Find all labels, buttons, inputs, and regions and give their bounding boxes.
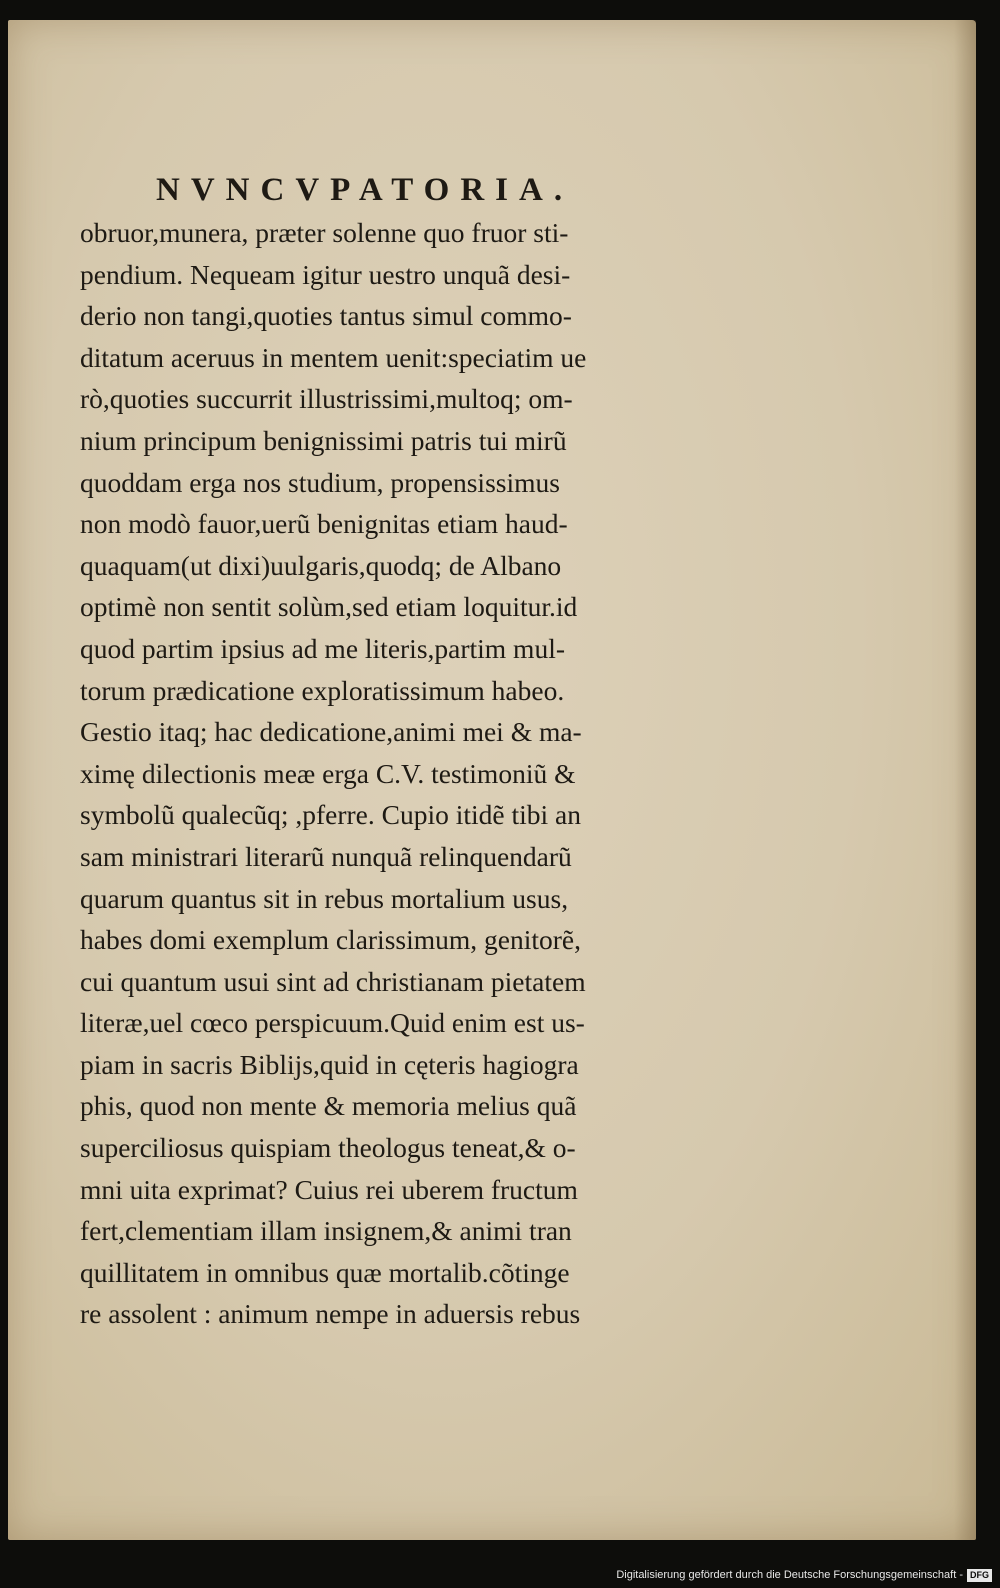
text-line: fert,clementiam illam insignem,& animi tran xyxy=(80,1215,572,1247)
text-line: habes domi exemplum clarissimum, genitorẽ, xyxy=(80,924,582,956)
text-line: nium principum benignissimi patris tui mirũ xyxy=(80,424,567,456)
text-line: quod partim ipsius ad me literis,partim mul- xyxy=(80,632,565,664)
book-page xyxy=(8,20,976,1540)
digitization-credit xyxy=(616,1566,992,1584)
text-line: rò,quoties succurrit illustrissimi,multoq; om- xyxy=(80,383,573,415)
text-line: ditatum aceruus in mentem uenit:speciatim ue xyxy=(80,341,587,373)
text-line: torum prædicatione exploratissimum habeo. xyxy=(80,674,565,706)
text-line: re assolent : animum nempe in aduersis rebus xyxy=(80,1298,581,1330)
credit-text: Digitalisierung gefördert durch die Deutsche Forschungsgemeinschaft - xyxy=(616,1569,963,1581)
text-line: cui quantum usui sint ad christianam pietatem xyxy=(80,965,586,997)
text-line: superciliosus quispiam theologus teneat,& o- xyxy=(80,1132,576,1164)
text-line: sam ministrari literarũ nunquã relinquendarũ xyxy=(80,840,572,872)
text-line: ximę dilectionis meæ erga C.V. testimoniũ & xyxy=(80,757,576,789)
text-line: non modò fauor,uerũ benignitas etiam haud- xyxy=(80,508,568,540)
dfg-logo-icon: DFG xyxy=(967,1569,992,1582)
body-text xyxy=(80,212,730,1335)
text-line: literæ,uel cœco perspicuum.Quid enim est us- xyxy=(80,1007,585,1039)
text-line: quarum quantus sit in rebus mortalium usus, xyxy=(80,882,569,914)
text-line: symbolũ qualecũq; ,pferre. Cupio itidẽ tibi an xyxy=(80,799,582,831)
running-heading: NVNCVPATORIA. xyxy=(156,172,574,208)
text-line: phis, quod non mente & memoria melius quã xyxy=(80,1090,577,1122)
text-line: Gestio itaq; hac dedicatione,animi mei & ma- xyxy=(80,716,582,748)
text-line: pendium. Nequeam igitur uestro unquã desi- xyxy=(80,258,571,290)
text-line: quaquam(ut dixi)uulgaris,quodq; de Albano xyxy=(80,549,562,581)
text-line: derio non tangi,quoties tantus simul commo- xyxy=(80,300,572,332)
text-line: mni uita exprimat? Cuius rei uberem fructum xyxy=(80,1173,578,1205)
text-line: quillitatem in omnibus quæ mortalib.cõtinge xyxy=(80,1256,570,1288)
text-line: optimè non sentit solùm,sed etiam loquitur.id xyxy=(80,591,578,623)
text-line: piam in sacris Biblijs,quid in cęteris hagiogra xyxy=(80,1048,579,1080)
text-line: quoddam erga nos studium, propensissimus xyxy=(80,466,560,498)
text-line: obruor,munera, præter solenne quo fruor sti- xyxy=(80,217,569,248)
